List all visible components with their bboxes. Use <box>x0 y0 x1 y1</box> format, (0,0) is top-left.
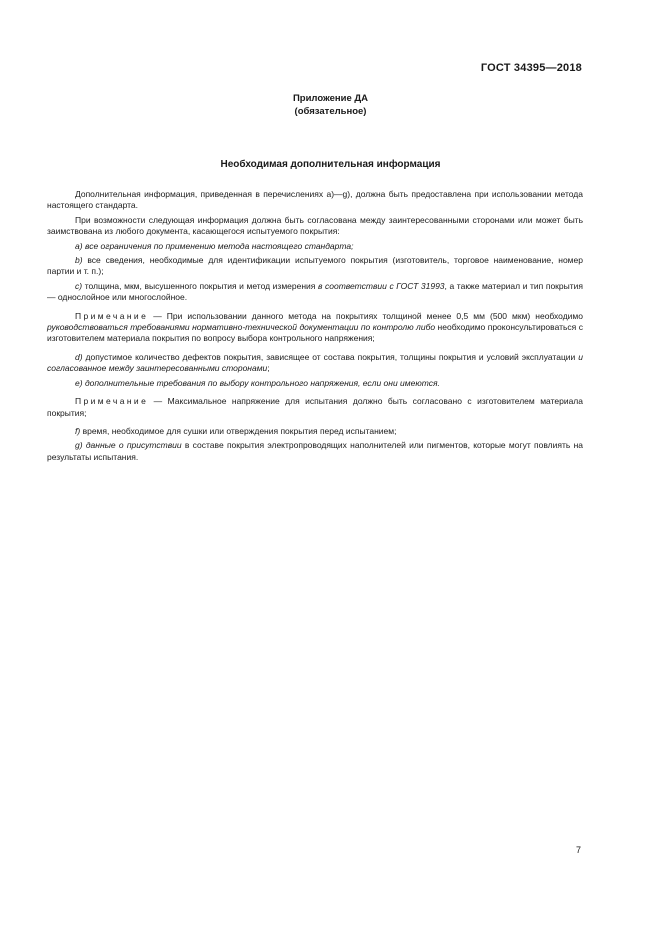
section-title: Необходимая дополнительная информация <box>220 159 441 170</box>
paragraph-intro: Дополнительная информация, приведенная в перечислениях a)—g), должна быть предоставлена при использовании метода настоящего стандарта. <box>47 189 583 211</box>
list-item-g: g) данные о присутствии в составе покрытия электропроводящих наполнителей или пигментов, которые могут повлиять на результаты испытания. <box>47 440 583 462</box>
list-item-e: e) дополнительные требования по выбору контрольного напряжения, если они имеются. <box>75 377 440 388</box>
list-item-b: b) все сведения, необходимые для идентификации испытуемого покрытия (изготовитель, торговое наименование, номер партии и т. п.); <box>47 255 583 277</box>
list-item-d: d) допустимое количество дефектов покрытия, зависящее от состава покрытия, толщины покрытия и условий эксплуатации и согласованное между заинтересованными сторонами; <box>47 351 583 374</box>
note-2: Примечание — Максимальное напряжение для испытания должно быть согласовано с изготовителем материала покрытия; <box>47 396 583 418</box>
list-item-c: c) толщина, мкм, высушенного покрытия и метод измерения в соответствии с ГОСТ 31993, а также материал и тип покрытия — однослойное или многослойное. <box>47 280 583 303</box>
paragraph-agreement: При возможности следующая информация должна быть согласована между заинтересованными сторонами или может быть заимствована из любого документа, касающегося испытуемого покрытия: <box>47 214 583 237</box>
annex-title: Приложение ДА <box>292 93 369 104</box>
standard-code: ГОСТ 34395—2018 <box>480 62 582 74</box>
page-number: 7 <box>575 845 581 855</box>
list-item-f: f) время, необходимое для сушки или отверждения покрытия перед испытанием; <box>75 425 397 436</box>
annex-subtitle: (обязательное) <box>294 106 367 117</box>
annex-heading <box>0 92 661 118</box>
list-item-a: а) все ограничения по применению метода настоящего стандарта; <box>75 240 354 251</box>
body-text <box>47 189 584 466</box>
note-1: Примечание — При использовании данного метода на покрытиях толщиной менее 0,5 мм (500 мкм) необходимо руководствоваться требованиями нормативно-технической документации по контролю либо необходимо проконсультироваться с изготовителем материала покрытия по вопросу выбора контрольного напряжения; <box>47 310 584 344</box>
